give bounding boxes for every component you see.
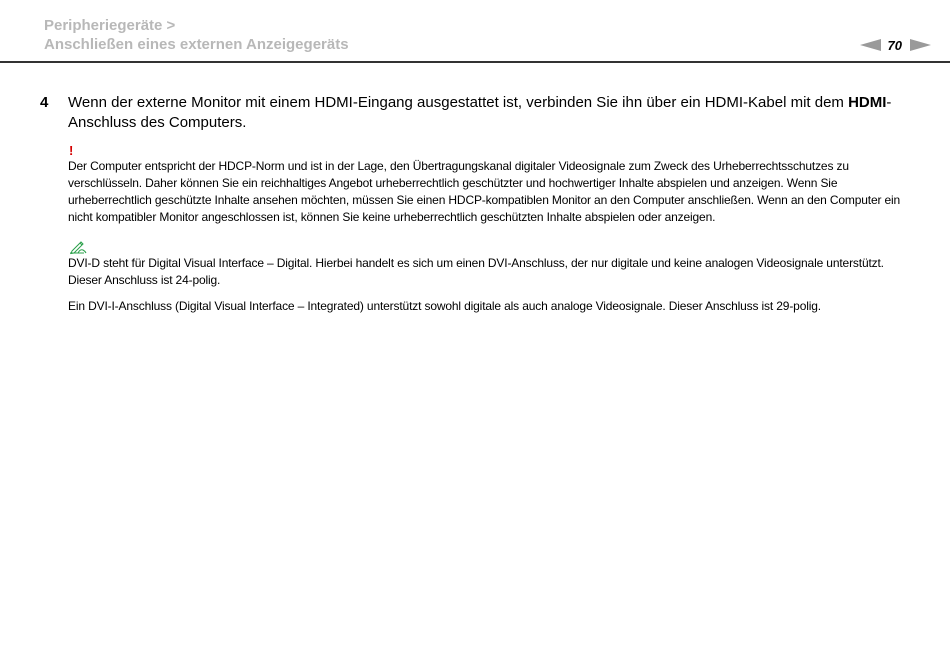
warning-text: Der Computer entspricht der HDCP-Norm und ist in der Lage, den Übertragungskanal digitaler Videosignale zum Zweck des Urheberrechtsschutzes zu verschlüsseln. Daher können Sie ein reichhaltiges Angebot urheberrechtlich geschützter und hochwertiger Inhalte abspielen und anzeigen. Wenn Sie urheberrechtlich geschützte Inhalte ansehen möchten, müssen Sie einen HDCP-kompatiblen Monitor an den Computer anschließen. Wenn an den Computer ein nicht kompatibler Monitor angeschlossen ist, können Sie keine urheberrechtlich geschützten Inhalte abspielen oder anzeigen. (68, 159, 901, 224)
hint-paragraph-dvi-i: Ein DVI-I-Anschluss (Digital Visual Interface – Integrated) unterstützt sowohl digitale als auch analoge Videosignale. Dieser Anschluss ist 29-polig. (68, 299, 821, 313)
hint-paragraph-dvi-d: DVI-D steht für Digital Visual Interface – Digital. Hierbei handelt es sich um einen DVI-Anschluss, der nur digitale und keine analogen Videosignale unterstützt. Dieser Anschluss ist 24-polig. (68, 256, 884, 287)
page-navigation (860, 36, 931, 54)
previous-page-arrow-icon[interactable] (860, 39, 881, 51)
step-text (68, 93, 913, 133)
step-text-part2: -Anschluss des Computers. (68, 94, 892, 131)
page-number: 70 (887, 37, 902, 53)
step-text-part1: Wenn der externe Monitor mit einem HDMI-Eingang ausgestattet ist, verbinden Sie ihn über ein HDMI-Kabel mit dem (68, 94, 849, 111)
warning-note (68, 144, 913, 226)
page-header (0, 0, 950, 63)
breadcrumb-page-title: Anschließen eines externen Anzeigegeräts (44, 36, 349, 53)
note-pencil-icon (68, 239, 88, 255)
breadcrumb (44, 16, 349, 54)
hint-note (68, 239, 913, 315)
next-page-arrow-icon[interactable] (910, 39, 931, 51)
step-number: 4 (40, 94, 49, 111)
step-text-hdmi: HDMI (848, 94, 887, 111)
breadcrumb-section[interactable]: Peripheriegeräte > (44, 17, 176, 34)
warning-exclamation-icon: ! (69, 143, 74, 158)
